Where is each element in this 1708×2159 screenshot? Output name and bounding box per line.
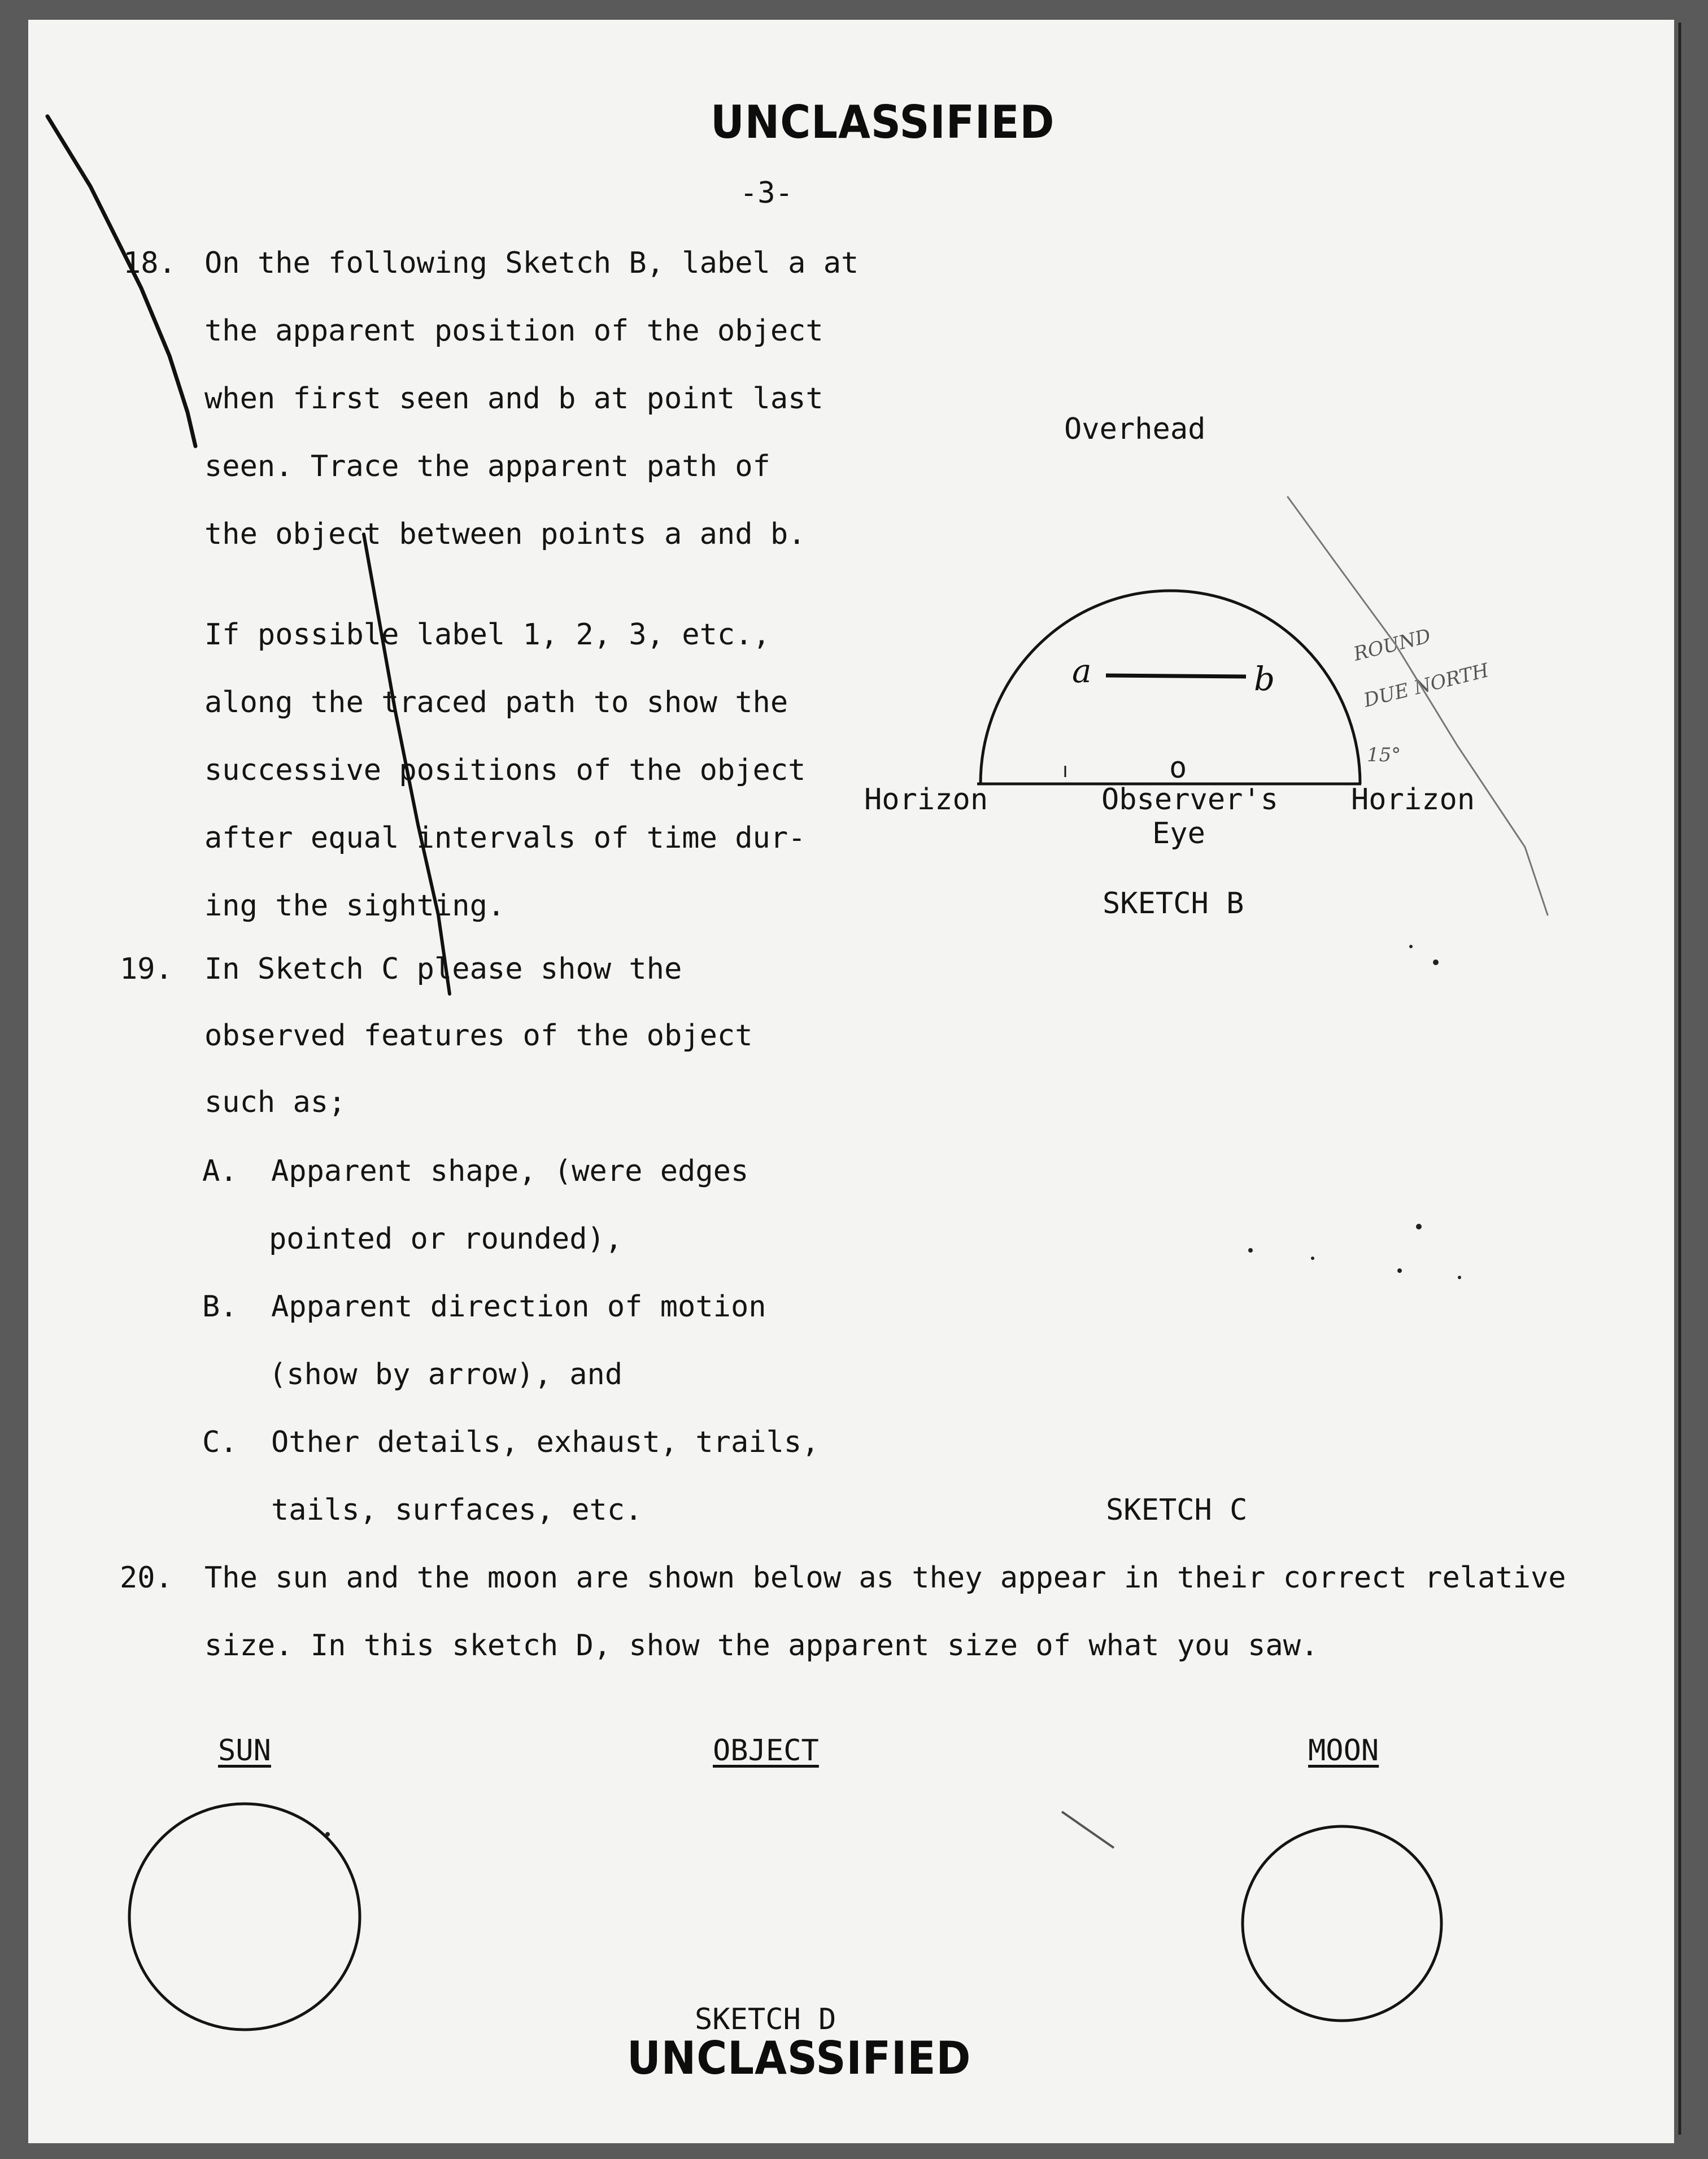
- question-18-number: 18.: [123, 246, 176, 280]
- horizon-right-label: Horizon: [1351, 783, 1475, 817]
- classification-bottom: UNCLASSIFIED: [627, 2032, 971, 2084]
- q18-line-3: when first seen and b at point last: [204, 382, 823, 416]
- scan-border: [1674, 0, 1708, 2159]
- q18-line-1: On the following Sketch B, label a at: [204, 246, 859, 280]
- q18-line-5: the object between points a and b.: [204, 517, 806, 551]
- sketch-c-caption: SKETCH C: [1106, 1493, 1248, 1527]
- q19-item-c-line-2: tails, surfaces, etc.: [271, 1493, 643, 1527]
- sketch-d-caption: SKETCH D: [695, 2003, 836, 2036]
- classification-top: UNCLASSIFIED: [711, 96, 1055, 149]
- observer-label-1: Observer's: [1101, 783, 1279, 817]
- sun-label: SUN: [218, 1734, 271, 1768]
- q19-line-1: In Sketch C please show the: [204, 952, 682, 986]
- q18b-line-2: along the traced path to show the: [204, 686, 788, 719]
- q18b-line-1: If possible label 1, 2, 3, etc.,: [204, 618, 770, 652]
- q18-line-2: the apparent position of the object: [204, 314, 823, 348]
- object-label: OBJECT: [713, 1734, 819, 1768]
- q19-item-b-letter: B.: [202, 1290, 238, 1324]
- q19-item-a-line-2: pointed or rounded),: [269, 1222, 623, 1256]
- q19-item-b-line-1: Apparent direction of motion: [271, 1290, 766, 1324]
- q19-item-c-line-1: Other details, exhaust, trails,: [271, 1425, 820, 1459]
- handwritten-note-3: 15°: [1367, 744, 1401, 766]
- q18b-line-5: ing the sighting.: [204, 889, 506, 923]
- handwritten-a: a: [1072, 652, 1092, 690]
- q19-line-2: observed features of the object: [204, 1019, 753, 1053]
- q20-line-2: size. In this sketch D, show the apparent size of what you saw.: [204, 1629, 1319, 1663]
- sketch-b-caption: SKETCH B: [1103, 887, 1244, 921]
- q18-line-4: seen. Trace the apparent path of: [204, 450, 770, 483]
- question-19-number: 19.: [120, 952, 173, 986]
- observer-label-2: Eye: [1152, 817, 1205, 850]
- q18b-line-4: after equal intervals of time dur-: [204, 821, 806, 855]
- handwritten-b: b: [1254, 660, 1275, 698]
- q19-item-a-letter: A.: [202, 1154, 238, 1188]
- observer-marker: o: [1169, 751, 1187, 785]
- handwritten-note-1: ROUND: [1351, 625, 1433, 666]
- q19-item-b-line-2: (show by arrow), and: [269, 1358, 623, 1392]
- page-number: -3-: [740, 176, 793, 210]
- q20-line-1: The sun and the moon are shown below as they appear in their correct relative: [204, 1561, 1566, 1595]
- horizon-left-label: Horizon: [864, 783, 988, 817]
- question-20-number: 20.: [120, 1561, 173, 1595]
- q19-item-c-letter: C.: [202, 1425, 238, 1459]
- handwritten-note-2: DUE NORTH: [1361, 659, 1491, 712]
- overhead-label: Overhead: [1064, 412, 1206, 446]
- moon-label: MOON: [1308, 1734, 1379, 1768]
- q19-item-a-line-1: Apparent shape, (were edges: [271, 1154, 749, 1188]
- q19-line-3: such as;: [204, 1085, 346, 1119]
- q18b-line-3: successive positions of the object: [204, 753, 806, 787]
